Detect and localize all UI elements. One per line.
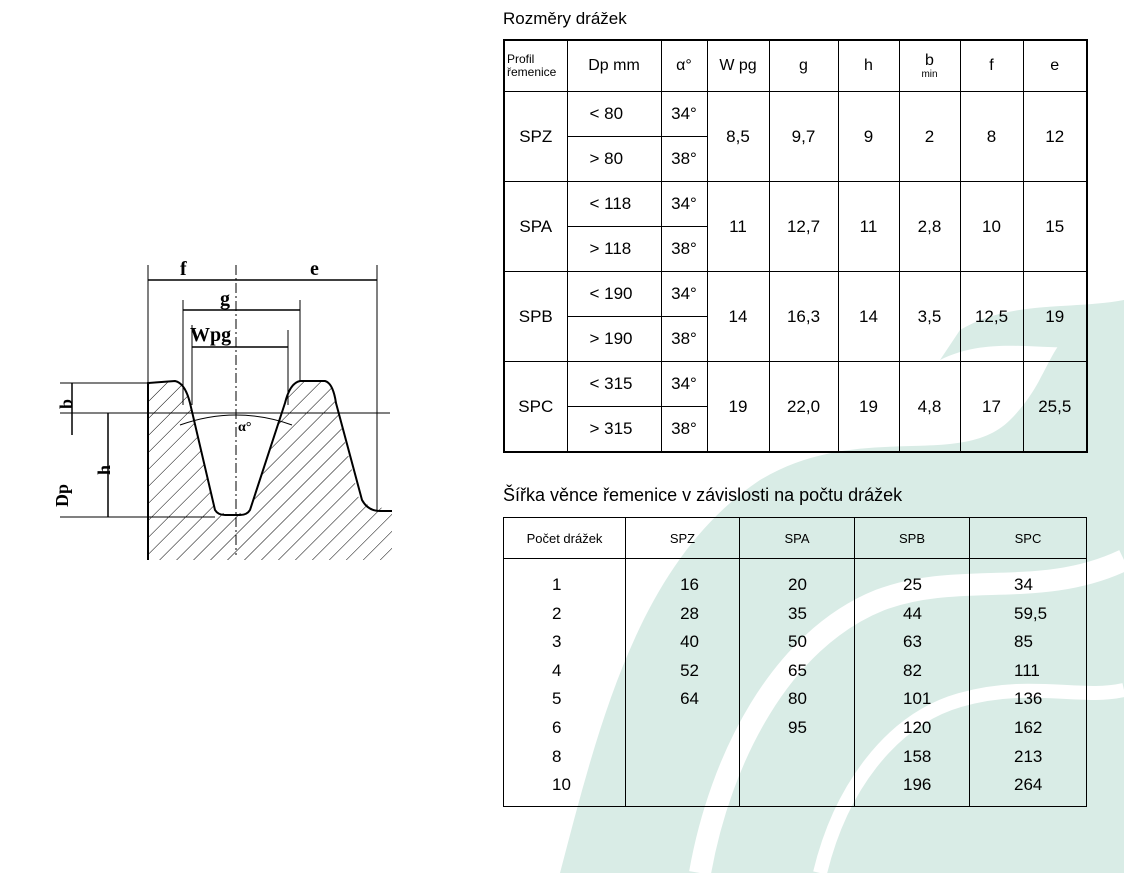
cell-profile: SPA (504, 182, 567, 272)
list-item: 3 (552, 632, 562, 652)
cell-e: 25,5 (1023, 362, 1087, 453)
rim-width-table (503, 517, 1087, 807)
label-dp: Dp (52, 483, 72, 507)
column-cell (970, 559, 1087, 807)
column-values (740, 559, 854, 743)
list-item: 213 (1014, 746, 1043, 766)
cell-dp: > 315 (567, 407, 661, 453)
column-cell (504, 559, 626, 807)
cell-wpg: 11 (707, 182, 769, 272)
cell-g: 22,0 (769, 362, 838, 453)
label-g: g (220, 288, 230, 310)
header-profil-line1: Profil (507, 52, 535, 66)
table2-title: Šířka věnce řemenice v závislosti na počtu drážek (503, 485, 903, 505)
list-item: 80 (788, 689, 807, 709)
table-row (504, 362, 1087, 407)
list-item: 40 (680, 632, 699, 652)
cell-alpha: 34° (661, 272, 707, 317)
list-item: 35 (788, 603, 807, 623)
label-f: f (180, 258, 187, 280)
list-item: 20 (788, 575, 807, 594)
list-item: 28 (680, 603, 699, 623)
cell-dp: > 190 (567, 317, 661, 362)
cell-dp: < 118 (567, 182, 661, 227)
list-item: 50 (788, 632, 807, 652)
cell-f: 12,5 (960, 272, 1023, 362)
column-cell (626, 559, 740, 807)
header-cell: SPZ (626, 518, 740, 559)
list-item: 6 (552, 717, 562, 737)
column-cell (855, 559, 970, 807)
cell-profile: SPC (504, 362, 567, 453)
list-item: 65 (788, 660, 807, 680)
cell-e: 12 (1023, 92, 1087, 182)
list-item: 4 (552, 660, 562, 680)
list-item: 64 (680, 689, 699, 709)
cell-dp: < 80 (567, 92, 661, 137)
header-cell: SPB (855, 518, 970, 559)
header-b-label: b (925, 52, 934, 69)
groove-profile-drawing (40, 255, 410, 575)
list-item: 111 (1014, 660, 1040, 680)
label-h: h (94, 464, 114, 475)
cell-dp: > 118 (567, 227, 661, 272)
header-wpg: W pg (707, 40, 769, 92)
cell-dp: < 315 (567, 362, 661, 407)
list-item: 10 (552, 775, 571, 795)
table-row (504, 272, 1087, 317)
table-row (504, 92, 1087, 137)
header-dp: Dp mm (567, 40, 661, 92)
list-item: 120 (903, 717, 932, 737)
cell-b: 3,5 (899, 272, 960, 362)
cell-profile: SPZ (504, 92, 567, 182)
list-item: 162 (1014, 717, 1043, 737)
list-item: 158 (903, 746, 932, 766)
cell-f: 10 (960, 182, 1023, 272)
cell-b: 2,8 (899, 182, 960, 272)
cell-h: 14 (838, 272, 899, 362)
header-f: f (960, 40, 1023, 92)
cell-h: 11 (838, 182, 899, 272)
column-values (504, 559, 625, 800)
groove-dimensions-table (503, 39, 1088, 453)
column-values (970, 559, 1086, 800)
cell-alpha: 38° (661, 227, 707, 272)
cell-g: 16,3 (769, 272, 838, 362)
label-b: b (56, 398, 76, 409)
list-item: 264 (1014, 775, 1043, 795)
cell-wpg: 14 (707, 272, 769, 362)
cell-profile: SPB (504, 272, 567, 362)
cell-h: 19 (838, 362, 899, 453)
cell-b: 2 (899, 92, 960, 182)
cell-alpha: 34° (661, 92, 707, 137)
cell-g: 12,7 (769, 182, 838, 272)
cell-h: 9 (838, 92, 899, 182)
column-cell (740, 559, 855, 807)
cell-f: 8 (960, 92, 1023, 182)
table1-title: Rozměry drážek (503, 9, 627, 28)
cell-b: 4,8 (899, 362, 960, 453)
column-values (855, 559, 969, 800)
cell-e: 15 (1023, 182, 1087, 272)
column-values (626, 559, 739, 714)
list-item: 63 (903, 632, 922, 652)
header-cell: Počet drážek (504, 518, 626, 559)
list-item: 25 (903, 575, 922, 594)
header-e: e (1023, 40, 1087, 92)
list-item: 52 (680, 660, 699, 680)
header-b (899, 40, 960, 92)
cell-alpha: 34° (661, 182, 707, 227)
list-item: 1 (552, 575, 562, 594)
cell-wpg: 19 (707, 362, 769, 453)
label-alpha: α° (238, 420, 252, 435)
list-item: 2 (552, 603, 562, 623)
cell-e: 19 (1023, 272, 1087, 362)
header-b-sub: min (921, 69, 938, 80)
header-profil-line2: řemenice (507, 65, 557, 79)
list-item: 44 (903, 603, 922, 623)
cell-dp: < 190 (567, 272, 661, 317)
header-g: g (769, 40, 838, 92)
cell-alpha: 34° (661, 362, 707, 407)
header-h: h (838, 40, 899, 92)
table-row (504, 182, 1087, 227)
cell-g: 9,7 (769, 92, 838, 182)
list-item: 8 (552, 746, 562, 766)
cell-wpg: 8,5 (707, 92, 769, 182)
cell-alpha: 38° (661, 317, 707, 362)
list-item: 85 (1014, 632, 1033, 652)
list-item: 34 (1014, 575, 1033, 594)
header-profil (504, 40, 567, 92)
label-e: e (310, 258, 319, 280)
list-item: 82 (903, 660, 922, 680)
list-item: 136 (1014, 689, 1043, 709)
header-alpha: α° (661, 40, 707, 92)
list-item: 59,5 (1014, 603, 1048, 623)
header-cell: SPC (970, 518, 1087, 559)
cell-dp: > 80 (567, 137, 661, 182)
cell-alpha: 38° (661, 137, 707, 182)
list-item: 5 (552, 689, 562, 709)
header-cell: SPA (740, 518, 855, 559)
list-item: 196 (903, 775, 932, 795)
cell-alpha: 38° (661, 407, 707, 453)
cell-f: 17 (960, 362, 1023, 453)
list-item: 95 (788, 717, 807, 737)
list-item: 101 (903, 689, 932, 709)
list-item: 16 (680, 575, 699, 594)
label-wpg: Wpg (190, 324, 232, 346)
